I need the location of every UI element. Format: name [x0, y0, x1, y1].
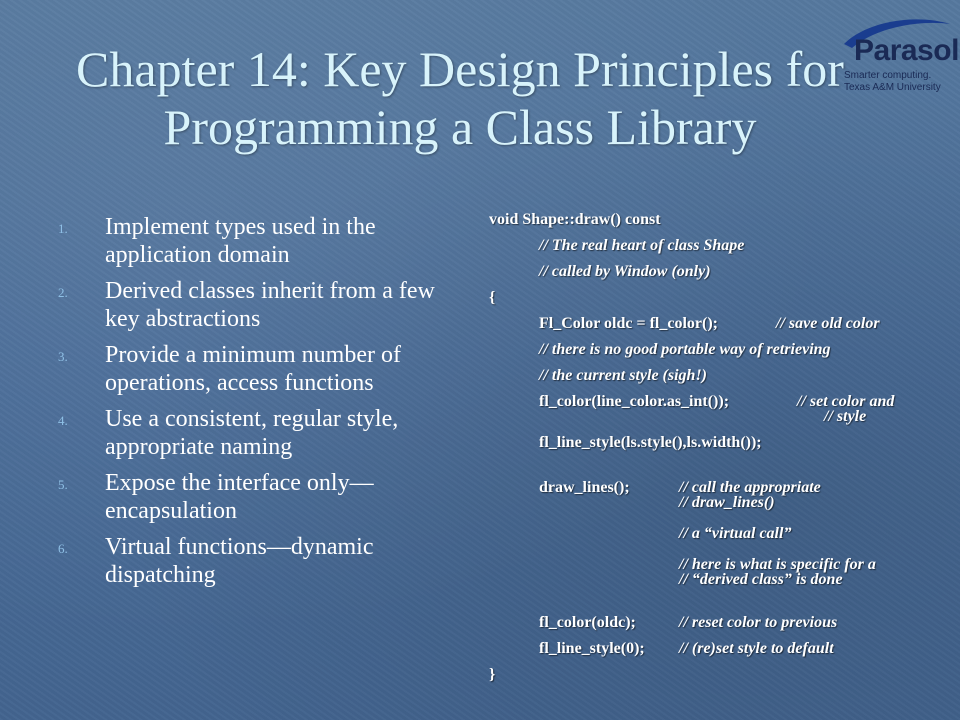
principles-list — [58, 213, 468, 597]
code-statement: fl_line_style(0); — [539, 640, 645, 657]
code-line — [489, 639, 951, 658]
bullet-number: 2. — [58, 285, 68, 300]
code-comment: // called by Window (only) — [539, 263, 711, 280]
code-comment: // (re)set style to default — [679, 640, 834, 657]
code-line — [489, 314, 951, 333]
code-line — [489, 340, 951, 359]
code-line — [489, 524, 951, 543]
bullet-number: 5. — [58, 477, 68, 492]
code-line — [489, 613, 951, 632]
code-comment: // draw_lines() — [679, 494, 775, 511]
bullet-text: Derived classes inherit from a few key abstractions — [105, 278, 435, 332]
list-item — [58, 533, 468, 589]
code-line — [489, 262, 951, 281]
bullet-number: 4. — [58, 413, 68, 428]
code-listing — [489, 210, 951, 684]
code-statement: fl_color(line_color.as_int()); — [539, 393, 730, 410]
list-item — [58, 405, 468, 461]
logo-tagline-line-1: Smarter computing. — [844, 70, 932, 81]
bullet-text: Implement types used in the application domain — [105, 214, 376, 268]
bullet-number: 3. — [58, 349, 68, 364]
code-open-brace: { — [489, 289, 496, 306]
list-item — [58, 341, 468, 397]
code-comment: // The real heart of class Shape — [539, 237, 745, 254]
bullet-text: Virtual functions—dynamic dispatching — [105, 534, 374, 588]
logo-wordmark: Parasol — [854, 34, 959, 67]
code-comment: // a “virtual call” — [679, 525, 792, 542]
code-comment: // “derived class” is done — [679, 571, 843, 588]
code-line — [489, 408, 951, 426]
list-item — [58, 469, 468, 525]
bullet-text: Use a consistent, regular style, appropriate naming — [105, 406, 399, 460]
code-comment: // here is what is specific for a — [679, 556, 876, 573]
code-comment: // there is no good portable way of retrieving — [539, 341, 831, 358]
code-comment: // reset color to previous — [679, 614, 838, 631]
code-line — [489, 665, 951, 684]
bullet-number: 6. — [58, 541, 68, 556]
code-comment: // set color and — [797, 393, 895, 410]
code-statement: fl_color(oldc); — [539, 614, 636, 631]
code-line — [489, 433, 951, 452]
code-statement: Fl_Color oldc = fl_color(); — [539, 315, 718, 332]
slide-title: Chapter 14: Key Design Principles for Programming a Class Library — [76, 41, 844, 155]
bullet-text: Expose the interface only—encapsulation — [105, 470, 374, 524]
logo-tagline-line-2: Texas A&M University — [844, 81, 941, 93]
code-signature: void Shape::draw() const — [489, 211, 661, 228]
code-statement: fl_line_style(ls.style(),ls.width()); — [539, 434, 762, 451]
code-line — [489, 392, 951, 411]
code-comment: // save old color — [776, 315, 880, 332]
bullet-number: 1. — [58, 221, 68, 236]
list-item — [58, 213, 468, 269]
code-comment: // the current style (sigh!) — [539, 367, 708, 384]
code-comment: // call the appropriate — [679, 479, 821, 496]
code-line — [489, 210, 951, 229]
code-line — [489, 236, 951, 255]
list-item — [58, 277, 468, 333]
code-statement: draw_lines(); — [539, 479, 630, 496]
bullet-text: Provide a minimum number of operations, access functions — [105, 342, 401, 396]
code-line — [489, 494, 951, 512]
code-line — [489, 571, 951, 589]
code-comment: // style — [824, 408, 867, 425]
code-close-brace: } — [489, 666, 496, 683]
code-line — [489, 366, 951, 385]
code-line — [489, 288, 951, 307]
